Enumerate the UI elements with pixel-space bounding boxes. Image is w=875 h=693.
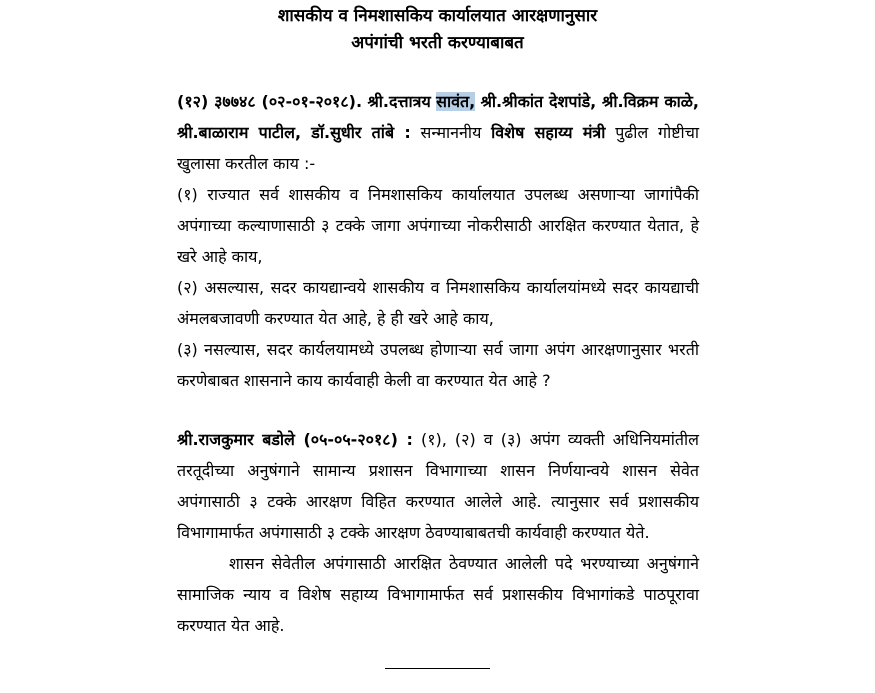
document-title-line-1: शासकीय व निमशासकिय कार्यालयात आरक्षणानुसार bbox=[277, 6, 598, 26]
selected-text-surname[interactable]: सावंत, bbox=[436, 92, 476, 111]
question-point-2: (२) असल्यास, सदर कायद्यान्वये शासकीय व निमशासकिय कार्यालयांमध्ये सदर कायद्याची अंमलबजावणी करण्यात येत आहे, हे ही खरे आहे काय, bbox=[177, 278, 699, 328]
question-header bbox=[177, 86, 699, 179]
members-list: श्री.श्रीकांत देशपांडे, श्री.विक्रम काळे, श्री.बाळाराम पाटील, डॉ.सुधीर तांबे : bbox=[177, 92, 700, 142]
answer-block bbox=[177, 424, 699, 641]
answer-text-1: (१), (२) व (३) अपंग व्यक्ती अधिनियमांतील तरतूदीच्या अनुषंगाने सामान्य प्रशासन विभागाच्या शासन निर्णयान्वये शासन सेवेत अपंगासाठी ३ टक्के आरक्षण विहित करण्यात आलेले आहे. त्यानुसार सर्व प्रशासकीय विभागामार्फत अपंगासाठी ३ टक्के आरक्षण ठेवण्याबाबतची कार्यवाही करण्यात येते. bbox=[177, 430, 699, 542]
question-intro: पुढील गोष्टीचा खुलासा करतील काय :- bbox=[177, 123, 700, 173]
question-block bbox=[177, 86, 699, 396]
answer-paragraph-2: शासन सेवेतील अपंगासाठी आरक्षित ठेवण्यात आलेली पदे भरण्याच्या अनुषंगाने सामाजिक न्याय व विशेष सहाय्य विभागामार्फत सर्व प्रशासकीय विभागांकडे पाठपूरावा करण्यात येत आहे. bbox=[177, 554, 699, 635]
question-point-3: (३) नसल्यास, सदर कार्यलयामध्ये उपलब्ध होणाऱ्या सर्व जागा अपंग आरक्षणानुसार भरती करणेबाबत शासनाने काय कार्यवाही केली वा करण्यात येत आहे ? bbox=[177, 340, 699, 390]
end-divider bbox=[385, 668, 490, 669]
honorific: सन्माननीय bbox=[420, 123, 482, 142]
answer-speaker: श्री.राजकुमार बडोले (०५-०५-२०१८) : bbox=[177, 430, 413, 449]
minister-title: विशेष सहाय्य मंत्री bbox=[491, 123, 606, 142]
question-point-1: (१) राज्यात सर्व शासकीय व निमशासकिय कार्यालयात उपलब्ध असणाऱ्या जागांपैकी अपंगाच्या कल्याणासाठी ३ टक्के जागा अपंगाच्या नोकरीसाठी आरक्षित करण्यात येतात, हे खरे आहे काय, bbox=[177, 185, 699, 266]
answer-paragraph-1 bbox=[177, 424, 699, 548]
document-title-line-2: अपंगांची भरती करण्याबाबत bbox=[351, 33, 524, 53]
member-1-name: श्री.दत्तात्रय bbox=[367, 92, 431, 111]
question-reference: (१२) ३७७४८ (०२-०१-२०१८). bbox=[177, 92, 363, 111]
